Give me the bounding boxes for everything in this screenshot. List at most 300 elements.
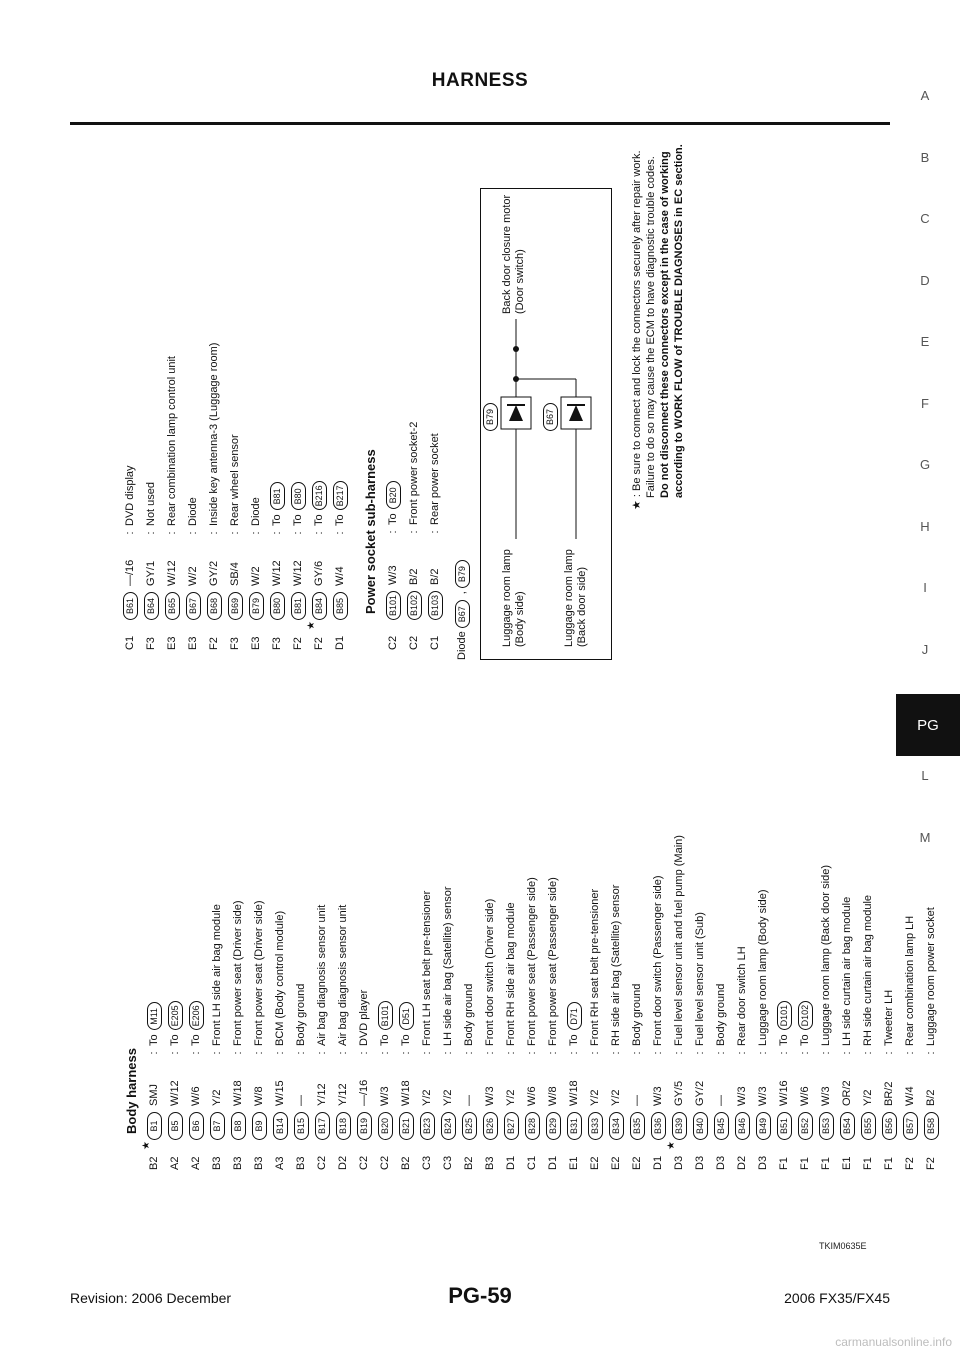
separator: : <box>757 1051 769 1055</box>
grid-location: C2 <box>387 635 399 650</box>
separator: : <box>778 1051 790 1055</box>
connector-row <box>404 343 425 650</box>
connector-number: B5 <box>168 1112 183 1140</box>
grid-location: D3 <box>694 1155 706 1170</box>
connector-number: B102 <box>407 591 422 620</box>
separator: : <box>820 1051 832 1055</box>
separator: : <box>505 1051 517 1055</box>
connector-row <box>120 343 141 650</box>
connector-description: Front power seat (Passenger side) <box>547 877 559 1046</box>
connector-description: Front power seat (Passenger side) <box>526 877 538 1046</box>
connector-ref: D102 <box>798 1001 813 1031</box>
connector-description: Tweeter LH <box>883 989 895 1046</box>
grid-location: D1 <box>547 1155 559 1170</box>
connector-code: Y/2 <box>862 1089 874 1106</box>
connector-code: — <box>295 1095 307 1106</box>
separator: : <box>400 1051 412 1055</box>
connector-description: Diode <box>250 497 262 526</box>
connector-code: W/3 <box>736 1086 748 1106</box>
diode-title: Diode B67, B79 <box>455 554 470 660</box>
grid-location: B2 <box>148 1156 160 1170</box>
connector-description: LH side air bag (Satellite) sensor <box>442 886 454 1046</box>
index-tab-f[interactable]: F <box>921 396 929 411</box>
separator: : <box>442 1051 454 1055</box>
connector-row <box>249 835 270 1170</box>
connector-description: LH side curtain air bag module <box>841 896 853 1046</box>
connector-number: B56 <box>882 1112 897 1140</box>
grid-location: B2 <box>463 1156 475 1170</box>
connector-code: W/18 <box>568 1080 580 1106</box>
separator: : <box>463 1051 475 1055</box>
connector-ref: E205 <box>168 1001 183 1030</box>
connector-number: B84 <box>312 592 327 620</box>
connector-row <box>732 835 753 1170</box>
separator: : <box>841 1051 853 1055</box>
connector-ref: B101 <box>378 1001 393 1030</box>
connector-code: GY/6 <box>313 560 325 586</box>
connector-row <box>438 835 459 1170</box>
grid-location: F1 <box>820 1157 832 1170</box>
connector-row <box>228 835 249 1170</box>
connector-code: W/18 <box>232 1080 244 1106</box>
connector-row <box>690 835 711 1170</box>
connector-number: B52 <box>798 1112 813 1140</box>
connector-code: — <box>463 1095 475 1106</box>
connector-row <box>627 835 648 1170</box>
separator: : <box>387 530 399 534</box>
connector-ref: B81 <box>270 482 285 510</box>
grid-location: F2 <box>904 1157 916 1170</box>
grid-location: A2 <box>190 1156 202 1170</box>
connector-row <box>186 835 207 1170</box>
grid-location: E1 <box>841 1156 853 1170</box>
connector-code: W/6 <box>526 1086 538 1106</box>
separator: : <box>547 1051 559 1055</box>
connector-number: B19 <box>357 1112 372 1140</box>
connector-number: B24 <box>441 1112 456 1140</box>
separator: : <box>631 1051 643 1055</box>
grid-location: C1 <box>526 1155 538 1170</box>
connector-ref: B217 <box>333 481 348 510</box>
star-icon: ★ <box>631 500 643 510</box>
separator: : <box>421 1051 433 1055</box>
diode-left-top-label: Luggage room lamp (Body side) <box>501 549 526 647</box>
footer-page-number: PG-59 <box>448 1283 512 1308</box>
body-harness-cont-rows <box>120 343 351 650</box>
connector-row <box>396 835 417 1170</box>
figure-id: TKIM0635E <box>819 1241 867 1251</box>
connector-description: Front power socket-2 <box>408 421 420 525</box>
separator: : <box>271 531 283 535</box>
separator: : <box>883 1051 895 1055</box>
grid-location: E2 <box>589 1156 601 1170</box>
connector-description: Air bag diagnosis sensor unit <box>337 904 349 1046</box>
connector-number: B49 <box>756 1112 771 1140</box>
connector-number: B81 <box>291 592 306 620</box>
grid-location: E3 <box>187 636 199 650</box>
diode-title-label: Diode <box>456 631 468 660</box>
index-tab-pg[interactable]: PG <box>896 694 960 756</box>
connector-row <box>501 835 522 1170</box>
grid-location: A3 <box>274 1156 286 1170</box>
connector-code: Y/2 <box>442 1089 454 1106</box>
connector-row <box>306 343 330 650</box>
index-tab-i[interactable]: I <box>923 580 927 595</box>
separator: : <box>526 1051 538 1055</box>
connector-description: Fuel level sensor unit and fuel pump (Main) <box>673 835 685 1046</box>
connector-code: W/6 <box>799 1086 811 1106</box>
connector-code: W/2 <box>187 566 199 586</box>
connector-description: Luggage room lamp (Body side) <box>757 889 769 1046</box>
connector-row <box>459 835 480 1170</box>
connector-code: —/16 <box>124 559 136 586</box>
connector-row <box>648 835 669 1170</box>
connector-description: Rear combination lamp control unit <box>166 356 178 526</box>
connector-row <box>921 835 942 1170</box>
connector-number: B17 <box>315 1112 330 1140</box>
connector-code: BR/2 <box>883 1081 895 1106</box>
connector-number: B103 <box>428 591 443 620</box>
connector-row <box>480 835 501 1170</box>
grid-location: C2 <box>408 635 420 650</box>
connector-row <box>564 835 585 1170</box>
grid-location: C2 <box>316 1155 328 1170</box>
connector-code: — <box>631 1095 643 1106</box>
separator: : <box>211 1051 223 1055</box>
grid-location: D3 <box>673 1155 685 1170</box>
connector-description: Air bag diagnosis sensor unit <box>316 904 328 1046</box>
connector-description: Rear door switch LH <box>736 946 748 1046</box>
connector-row <box>183 343 204 650</box>
header-rule <box>70 122 890 125</box>
connector-row <box>333 835 354 1170</box>
connector-number: B28 <box>525 1112 540 1140</box>
connector-row <box>711 835 732 1170</box>
diode-left-bottom-label: Luggage room lamp (Back door side) <box>563 549 588 647</box>
connector-description: ToB216 <box>309 475 330 526</box>
separator: : <box>250 531 262 535</box>
grid-location: E2 <box>631 1156 643 1170</box>
body-harness-title: Body harness <box>124 1048 139 1134</box>
separator: : <box>736 1051 748 1055</box>
connector-row <box>375 835 396 1170</box>
connector-description: ToE206 <box>186 995 207 1046</box>
connector-code: B/2 <box>408 568 420 585</box>
index-tab-b[interactable]: B <box>920 150 930 165</box>
connector-description: Luggage room power socket <box>925 907 937 1046</box>
connector-code: W/12 <box>169 1080 181 1106</box>
connector-description: Front door switch (Driver side) <box>484 898 496 1046</box>
grid-location: B3 <box>232 1156 244 1170</box>
watermark: carmanualsonline.info <box>835 1335 952 1349</box>
connector-code: W/6 <box>190 1086 202 1106</box>
connector-description: Not used <box>145 481 157 526</box>
grid-location: E1 <box>568 1156 580 1170</box>
separator: : <box>337 1051 349 1055</box>
index-tab-m[interactable]: M <box>919 830 931 845</box>
connector-description: ToD102 <box>795 995 816 1046</box>
separator: : <box>295 1051 307 1055</box>
connector-number: B55 <box>861 1112 876 1140</box>
diode-b67-symbol <box>569 405 583 421</box>
connector-description: Rear power socket <box>429 433 441 525</box>
connector-row <box>795 835 816 1170</box>
connector-number: B58 <box>924 1112 939 1140</box>
grid-location: D2 <box>736 1155 748 1170</box>
connector-description: RH side curtain air bag module <box>862 894 874 1046</box>
connector-row <box>141 835 165 1170</box>
connector-code: W/8 <box>253 1086 265 1106</box>
connector-code: W/3 <box>757 1086 769 1106</box>
grid-location: B3 <box>211 1156 223 1170</box>
grid-location: B3 <box>253 1156 265 1170</box>
star-icon: ★ <box>141 1141 152 1150</box>
separator: : <box>484 1051 496 1055</box>
grid-location: D1 <box>652 1155 664 1170</box>
connector-description: ToB81 <box>267 476 288 526</box>
connector-row <box>383 343 404 650</box>
connector-description: ToB20 <box>383 475 404 525</box>
connector-note: ★ : Be sure to connect and lock the connectors securely after repair work. Failure to do so may cause the ECM to have diagnostic trouble codes. Do not disconnect these connectors except in the case of working according to WORK FLOW of TROUBLE DIAGNOSES in EC section. <box>631 144 685 510</box>
connector-row <box>291 835 312 1170</box>
connector-number: B27 <box>504 1112 519 1140</box>
star-icon: ★ <box>666 1141 677 1150</box>
grid-location: F2 <box>313 637 325 650</box>
connector-ref: D101 <box>777 1001 792 1031</box>
connector-code: Y/12 <box>337 1083 349 1106</box>
connector-code: W/16 <box>778 1080 790 1106</box>
connector-description: Rear combination lamp LH <box>904 915 916 1046</box>
connector-ref: M11 <box>147 1002 162 1030</box>
separator: : <box>148 1051 160 1055</box>
connector-code: GY/1 <box>145 560 157 586</box>
connector-description: ToM11 <box>144 996 165 1046</box>
connector-code: Y/2 <box>610 1089 622 1106</box>
connector-code: W/3 <box>484 1086 496 1106</box>
connector-row <box>270 835 291 1170</box>
grid-location: A2 <box>169 1156 181 1170</box>
grid-location: F2 <box>292 637 304 650</box>
connector-description: ToE205 <box>165 995 186 1046</box>
connector-b79: B79 <box>455 560 470 588</box>
grid-location: B3 <box>295 1156 307 1170</box>
connector-row <box>267 343 288 650</box>
connector-number: B51 <box>777 1112 792 1140</box>
connector-row <box>879 835 900 1170</box>
connector-code: SB/4 <box>229 562 241 586</box>
grid-location: D1 <box>334 635 346 650</box>
separator: : <box>429 530 441 534</box>
grid-location: C1 <box>429 635 441 650</box>
connector-description: Front RH side air bag module <box>505 902 517 1046</box>
connector-number: B61 <box>123 592 138 620</box>
connector-number: B101 <box>386 591 401 620</box>
connector-number: B26 <box>483 1112 498 1140</box>
separator: : <box>673 1051 685 1055</box>
connector-code: W/3 <box>379 1086 391 1106</box>
connector-row <box>753 835 774 1170</box>
connector-row <box>774 835 795 1170</box>
connector-ref: D71 <box>567 1002 582 1030</box>
grid-location: F1 <box>883 1157 895 1170</box>
separator: : <box>379 1051 391 1055</box>
separator: : <box>568 1051 580 1055</box>
connector-row <box>585 835 606 1170</box>
connector-number: B33 <box>588 1112 603 1140</box>
connector-description: Body ground <box>295 983 307 1046</box>
connector-number: B39 <box>672 1112 687 1140</box>
connector-number: B18 <box>336 1112 351 1140</box>
connector-ref: B80 <box>291 482 306 510</box>
connector-number: B65 <box>165 592 180 620</box>
connector-row <box>162 343 183 650</box>
connector-b67: B67 <box>455 600 470 628</box>
separator: : <box>358 1051 370 1055</box>
connector-ref: B216 <box>312 481 327 510</box>
separator: : <box>652 1051 664 1055</box>
connector-description: RH side air bag (Satellite) sensor <box>610 884 622 1046</box>
power-socket-rows <box>383 343 446 650</box>
connector-code: W/12 <box>292 560 304 586</box>
index-tab-e[interactable]: E <box>920 334 930 349</box>
connector-code: — <box>715 1095 727 1106</box>
grid-location: F1 <box>799 1157 811 1170</box>
index-tab-d[interactable]: D <box>920 273 930 288</box>
diode-label-b67: B67 <box>543 403 558 431</box>
connector-row <box>288 343 309 650</box>
connector-code: W/3 <box>820 1086 832 1106</box>
connector-description: DVD player <box>358 989 370 1046</box>
connector-code: W/8 <box>547 1086 559 1106</box>
connector-row <box>425 343 446 650</box>
connector-row <box>816 835 837 1170</box>
index-tab-j[interactable]: J <box>921 642 929 657</box>
connector-row <box>330 343 351 650</box>
connector-code: GY/2 <box>694 1080 706 1106</box>
diode-right-label: Back door closure motor (Door switch) <box>501 194 526 314</box>
separator: : <box>694 1051 706 1055</box>
connector-row <box>900 835 921 1170</box>
connector-number: B79 <box>249 592 264 620</box>
grid-location: E3 <box>166 636 178 650</box>
connector-code: OR/2 <box>841 1080 853 1106</box>
connector-code: Y/2 <box>505 1089 517 1106</box>
connector-row <box>165 835 186 1170</box>
connector-number: B80 <box>270 592 285 620</box>
index-tab-a[interactable]: A <box>920 88 930 103</box>
grid-location: E3 <box>250 636 262 650</box>
connector-row <box>141 343 162 650</box>
connector-row <box>207 835 228 1170</box>
separator: : <box>316 1051 328 1055</box>
separator: : <box>253 1051 265 1055</box>
connector-number: B23 <box>420 1112 435 1140</box>
grid-location: F2 <box>925 1157 937 1170</box>
grid-location: D2 <box>337 1155 349 1170</box>
connector-code: W/2 <box>250 566 262 586</box>
connector-code: GY/5 <box>673 1080 685 1106</box>
separator: : <box>334 531 346 535</box>
connector-description: Front LH seat belt pre-tensioner <box>421 890 433 1046</box>
separator: : <box>862 1051 874 1055</box>
connector-row <box>666 835 690 1170</box>
grid-location: D3 <box>757 1155 769 1170</box>
connector-row <box>522 835 543 1170</box>
separator: : <box>229 531 241 535</box>
connector-number: B40 <box>693 1112 708 1140</box>
connector-description: Body ground <box>463 983 475 1046</box>
connector-number: B36 <box>651 1112 666 1140</box>
connector-row <box>354 835 375 1170</box>
connector-code: W/4 <box>334 566 346 586</box>
connector-number: B67 <box>186 592 201 620</box>
connector-number: B64 <box>144 592 159 620</box>
connector-row <box>543 835 564 1170</box>
connector-code: W/15 <box>274 1080 286 1106</box>
diode-label-b79: B79 <box>483 403 498 431</box>
separator: : <box>166 531 178 535</box>
connector-code: —/16 <box>358 1079 370 1106</box>
grid-location: E2 <box>610 1156 622 1170</box>
separator: : <box>589 1051 601 1055</box>
connector-number: B53 <box>819 1112 834 1140</box>
connector-code: B/2 <box>925 1089 937 1106</box>
grid-location: C2 <box>358 1155 370 1170</box>
connector-description: ToB80 <box>288 476 309 526</box>
separator: : <box>187 531 199 535</box>
index-tab-h[interactable]: H <box>920 519 930 534</box>
connector-code: W/3 <box>387 565 399 585</box>
index-tab-l[interactable]: L <box>921 768 929 783</box>
index-tab-c[interactable]: C <box>920 211 930 226</box>
connector-code: Y/2 <box>211 1089 223 1106</box>
connector-description: Rear wheel sensor <box>229 434 241 526</box>
connector-description: Front RH seat belt pre-tensioner <box>589 888 601 1046</box>
connector-number: B68 <box>207 592 222 620</box>
connector-code: W/3 <box>652 1086 664 1106</box>
connector-row <box>837 835 858 1170</box>
separator: : <box>904 1051 916 1055</box>
connector-number: B6 <box>189 1112 204 1140</box>
index-tab-g[interactable]: G <box>919 457 931 472</box>
body-harness-cont-column <box>120 343 446 650</box>
connector-description: Inside key antenna-3 (Luggage room) <box>208 342 220 526</box>
connector-number: B15 <box>294 1112 309 1140</box>
footer-revision: Revision: 2006 December <box>70 1290 232 1306</box>
connector-code: Y/2 <box>421 1089 433 1106</box>
connector-description: Body ground <box>715 983 727 1046</box>
connector-description: Diode <box>187 497 199 526</box>
grid-location: C3 <box>421 1155 433 1170</box>
connector-code: Y/2 <box>589 1089 601 1106</box>
grid-location: C3 <box>442 1155 454 1170</box>
grid-location: F1 <box>862 1157 874 1170</box>
connector-description: Luggage room lamp (Back door side) <box>820 865 832 1046</box>
connector-code: W/12 <box>271 560 283 586</box>
connector-number: B9 <box>252 1112 267 1140</box>
connector-ref: B20 <box>386 481 401 509</box>
grid-location: F1 <box>778 1157 790 1170</box>
connector-row <box>246 343 267 650</box>
grid-location: B2 <box>400 1156 412 1170</box>
connector-number: B14 <box>273 1112 288 1140</box>
connector-number: B20 <box>378 1112 393 1140</box>
connector-description: DVD display <box>124 465 136 526</box>
connector-row <box>606 835 627 1170</box>
connector-number: B35 <box>630 1112 645 1140</box>
connector-code: SMJ <box>148 1084 160 1106</box>
connector-ref: D51 <box>399 1002 414 1030</box>
